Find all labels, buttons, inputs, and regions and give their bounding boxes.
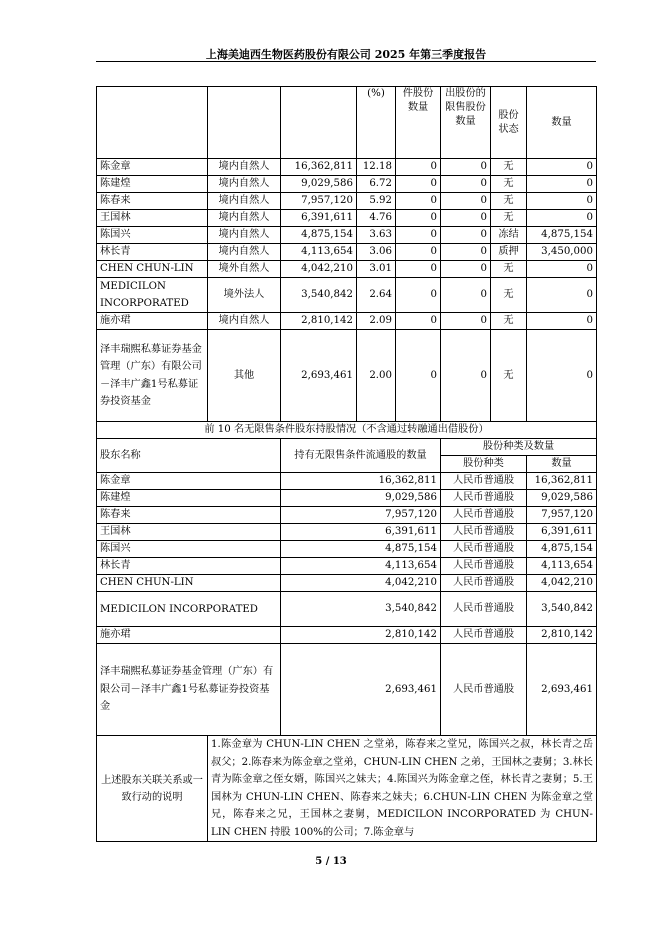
table1-num: 0: [527, 176, 597, 193]
shareholder-table: [96, 86, 597, 842]
table1-shares: 7,957,120: [281, 193, 357, 210]
table1-row: [97, 261, 597, 278]
table2-qty: 3,540,842: [281, 592, 441, 627]
table1-name: 陈金章: [97, 159, 208, 176]
table1-row: [97, 313, 597, 330]
table1-row: [97, 193, 597, 210]
table2-num: 7,957,120: [527, 507, 597, 524]
table2-row: [97, 627, 597, 644]
table1-status: 质押: [491, 244, 527, 261]
table1-type: 境内自然人: [208, 176, 281, 193]
table2-name: 陈金章: [97, 473, 281, 490]
table1-b: 0: [441, 313, 491, 330]
table2-name: MEDICILON INCORPORATED: [97, 592, 281, 627]
table1-a: 0: [396, 159, 441, 176]
table2-row: [97, 558, 597, 575]
table2-row: [97, 592, 597, 627]
table1-pct: 12.18: [357, 159, 396, 176]
table1-name: 王国林: [97, 210, 208, 227]
table1-name: MEDICILON INCORPORATED: [97, 278, 208, 313]
table1-status: 无: [491, 313, 527, 330]
table1-type: 境内自然人: [208, 313, 281, 330]
table2-qty: 7,957,120: [281, 507, 441, 524]
table2-kind: 人民币普通股: [441, 644, 527, 736]
table1-a: 0: [396, 244, 441, 261]
table2-row: [97, 644, 597, 736]
table2-kind: 人民币普通股: [441, 473, 527, 490]
table2-qty: 9,029,586: [281, 490, 441, 507]
table1-b: 0: [441, 261, 491, 278]
table2-row: [97, 575, 597, 592]
table1-type: 境外法人: [208, 278, 281, 313]
table1-b: 0: [441, 193, 491, 210]
table1-shares: 4,113,654: [281, 244, 357, 261]
table1-a: 0: [396, 313, 441, 330]
table1-a: 0: [396, 210, 441, 227]
table1-pct: 3.01: [357, 261, 396, 278]
table1-row: [97, 227, 597, 244]
table1-status: 无: [491, 278, 527, 313]
table1-status: 冻结: [491, 227, 527, 244]
table2-num: 2,810,142: [527, 627, 597, 644]
table1-pct: 2.00: [357, 330, 396, 422]
table1-type: 境内自然人: [208, 227, 281, 244]
table1-b: 0: [441, 176, 491, 193]
table1-num: 0: [527, 313, 597, 330]
table1-type: 境外自然人: [208, 261, 281, 278]
table1-pct: 2.09: [357, 313, 396, 330]
table1-shares: 3,540,842: [281, 278, 357, 313]
table2-name: 泽丰瑞熙私募证券基金管理（广东）有限公司－泽丰广鑫1号私募证券投资基金: [97, 644, 281, 736]
table1-a: 0: [396, 278, 441, 313]
page-header: 上海美迪西生物医药股份有限公司 2025 年第三季度报告: [205, 48, 487, 61]
table1-b: 0: [441, 244, 491, 261]
table2-num: 3,540,842: [527, 592, 597, 627]
relation-label: 上述股东关联关系或一致行动的说明: [97, 736, 208, 842]
table1-num: 0: [527, 193, 597, 210]
table2-num: 2,693,461: [527, 644, 597, 736]
table1-b: 0: [441, 227, 491, 244]
table2-num: 4,875,154: [527, 541, 597, 558]
relation-row: [97, 736, 597, 842]
table1-status: 无: [491, 159, 527, 176]
table1-num: 0: [527, 210, 597, 227]
table1-num: 0: [527, 159, 597, 176]
table1-num: 0: [527, 278, 597, 313]
table1-a: 0: [396, 176, 441, 193]
table1-shares: 2,693,461: [281, 330, 357, 422]
table2-kind: 人民币普通股: [441, 507, 527, 524]
table2-num: 4,113,654: [527, 558, 597, 575]
table1-header-fragment: (%) 件股份数量 出股份的限售股份数量 股份状态 数量: [97, 87, 597, 159]
table1-a: 0: [396, 330, 441, 422]
table2-kind: 人民币普通股: [441, 558, 527, 575]
table2-name: CHEN CHUN-LIN: [97, 575, 281, 592]
table1-status: 无: [491, 210, 527, 227]
table2-num: 4,042,210: [527, 575, 597, 592]
table1-name: 陈国兴: [97, 227, 208, 244]
table2-kind: 人民币普通股: [441, 627, 527, 644]
table1-row: [97, 176, 597, 193]
table1-name: CHEN CHUN-LIN: [97, 261, 208, 278]
table2-qty: 16,362,811: [281, 473, 441, 490]
table2-qty: 2,810,142: [281, 627, 441, 644]
table2-num: 9,029,586: [527, 490, 597, 507]
table2-row: [97, 524, 597, 541]
table1-b: 0: [441, 159, 491, 176]
table1-pct: 3.06: [357, 244, 396, 261]
table2-qty: 4,113,654: [281, 558, 441, 575]
table1-type: 境内自然人: [208, 159, 281, 176]
table1-type: 其他: [208, 330, 281, 422]
table2-num: 6,391,611: [527, 524, 597, 541]
table1-type: 境内自然人: [208, 193, 281, 210]
table1-pct: 6.72: [357, 176, 396, 193]
table1-row: [97, 244, 597, 261]
table1-a: 0: [396, 261, 441, 278]
table1-num: 0: [527, 261, 597, 278]
table1-pct: 2.64: [357, 278, 396, 313]
table1-b: 0: [441, 210, 491, 227]
table1-name: 陈春来: [97, 193, 208, 210]
table2-qty: 4,042,210: [281, 575, 441, 592]
table2-kind: 人民币普通股: [441, 524, 527, 541]
table1-b: 0: [441, 278, 491, 313]
table2-num: 16,362,811: [527, 473, 597, 490]
table1-pct: 5.92: [357, 193, 396, 210]
table1-row: [97, 278, 597, 313]
table1-type: 境内自然人: [208, 244, 281, 261]
page-number: 5 / 13: [315, 856, 347, 867]
table1-num: 4,875,154: [527, 227, 597, 244]
table1-shares: 16,362,811: [281, 159, 357, 176]
table2-name: 陈国兴: [97, 541, 281, 558]
table1-row: [97, 210, 597, 227]
table1-row: [97, 330, 597, 422]
table2-title-row: 前 10 名无限售条件股东持股情况（不含通过转融通出借股份）: [97, 422, 597, 439]
table1-b: 0: [441, 330, 491, 422]
table1-row: [97, 159, 597, 176]
table1-shares: 6,391,611: [281, 210, 357, 227]
table2-kind: 人民币普通股: [441, 592, 527, 627]
table1-shares: 4,875,154: [281, 227, 357, 244]
table1-status: 无: [491, 176, 527, 193]
table1-name: 施亦珺: [97, 313, 208, 330]
table1-status: 无: [491, 261, 527, 278]
table1-type: 境内自然人: [208, 210, 281, 227]
table2-header-row: 股东名称 持有无限售条件流通股的数量 股份种类及数量: [97, 439, 597, 456]
table2-name: 施亦珺: [97, 627, 281, 644]
table2-name: 林长青: [97, 558, 281, 575]
table2-qty: 6,391,611: [281, 524, 441, 541]
table1-pct: 3.63: [357, 227, 396, 244]
table1-name: 陈建煌: [97, 176, 208, 193]
table1-shares: 2,810,142: [281, 313, 357, 330]
table2-row: [97, 507, 597, 524]
table2-kind: 人民币普通股: [441, 490, 527, 507]
table2-kind: 人民币普通股: [441, 541, 527, 558]
table1-shares: 4,042,210: [281, 261, 357, 278]
table2-qty: 4,875,154: [281, 541, 441, 558]
table2-name: 陈建煌: [97, 490, 281, 507]
table2-qty: 2,693,461: [281, 644, 441, 736]
table2-row: [97, 490, 597, 507]
table1-num: 0: [527, 330, 597, 422]
table2-row: [97, 473, 597, 490]
table1-a: 0: [396, 227, 441, 244]
table2-kind: 人民币普通股: [441, 575, 527, 592]
table2-name: 王国林: [97, 524, 281, 541]
table2-subheader-row: 股份种类 数量: [97, 456, 597, 473]
header-rule: [96, 61, 596, 62]
table1-shares: 9,029,586: [281, 176, 357, 193]
table1-num: 3,450,000: [527, 244, 597, 261]
table1-pct: 4.76: [357, 210, 396, 227]
table1-a: 0: [396, 193, 441, 210]
table2-row: [97, 541, 597, 558]
table2-name: 陈春来: [97, 507, 281, 524]
relation-text: 1.陈金章为 CHUN-LIN CHEN 之堂弟，陈春来之堂兄，陈国兴之叔，林长青之岳叔父；2.陈春来为陈金章之堂弟，CHUN-LIN CHEN 之弟，王国林之妻舅；3.林长青为陈金章之侄女婿，陈国兴之妹夫；4.陈国兴为陈金章之侄，林长青之妻舅；5.王国林为 CHUN-LIN CHEN、陈春来之妹夫；6.CHUN-LIN CHEN 为陈金章之堂兄，陈春来之兄，王国林之妻舅，MEDICILON INCORPORATED 为 CHUN-LIN CHEN 持股 100%的公司；7.陈金章与: [208, 736, 597, 842]
table1-status: 无: [491, 193, 527, 210]
table1-status: 无: [491, 330, 527, 422]
table1-name: 林长青: [97, 244, 208, 261]
table1-name: 泽丰瑞熙私募证券基金管理（广东）有限公司－泽丰广鑫1号私募证券投资基金: [97, 330, 208, 422]
